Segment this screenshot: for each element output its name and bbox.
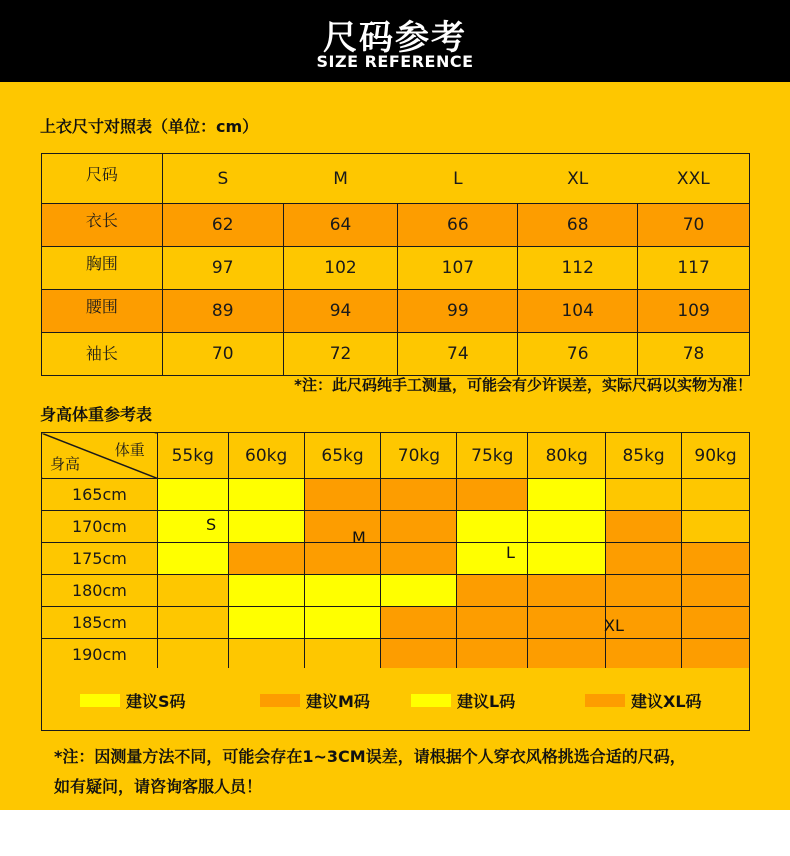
grid-cell: [682, 607, 750, 639]
table-cell: 76: [518, 333, 638, 376]
grid-cell: [682, 575, 750, 607]
grid-cell: [457, 511, 528, 543]
legend-swatch-orange: [260, 694, 300, 707]
grid-cell: [381, 607, 457, 639]
size-header-label: 尺码: [42, 154, 163, 204]
legend-item-m: [260, 690, 370, 710]
grid-cell: [528, 479, 606, 511]
corner-height-label: 身高: [50, 455, 81, 473]
grid-cell: [381, 543, 457, 575]
grid-cell: [528, 639, 606, 671]
table-row: [42, 247, 750, 290]
weight-col: 75kg: [457, 433, 528, 479]
table-cell: 74: [398, 333, 518, 376]
legend-item-s: [80, 690, 186, 710]
table-row: [42, 479, 750, 511]
legend-item-xl: [585, 690, 702, 710]
grid-cell: [157, 479, 228, 511]
footer-note: [54, 742, 764, 802]
grid-cell: [157, 543, 228, 575]
legend-label: 建议S码: [126, 691, 186, 711]
weight-header-row: [42, 433, 750, 479]
grid-cell: [157, 511, 228, 543]
size-table-title: 上衣尺寸对照表（单位：cm）: [40, 117, 259, 136]
legend-swatch-yellow: [411, 694, 451, 707]
weight-col: 90kg: [682, 433, 750, 479]
table-cell: 72: [283, 333, 398, 376]
table-row: [42, 511, 750, 543]
grid-cell: [682, 639, 750, 671]
grid-cell: [228, 543, 304, 575]
weight-col: 85kg: [606, 433, 682, 479]
grid-cell: [528, 543, 606, 575]
table-cell: 78: [638, 333, 750, 376]
size-table-note: *注：此尺码纯手工测量，可能会有少许误差，实际尺码以实物为准！: [294, 376, 752, 394]
grid-cell: [304, 607, 381, 639]
top-banner: [0, 0, 790, 82]
table-cell: 94: [283, 290, 398, 333]
table-cell: 104: [518, 290, 638, 333]
table-row: [42, 639, 750, 671]
height-label: 180cm: [42, 575, 158, 607]
grid-cell: [157, 639, 228, 671]
grid-cell: [381, 511, 457, 543]
zone-label-l: L: [506, 543, 515, 562]
weight-col: 65kg: [304, 433, 381, 479]
grid-cell: [381, 639, 457, 671]
size-col-s: S: [162, 154, 283, 204]
grid-cell: [682, 479, 750, 511]
table-cell: 117: [638, 247, 750, 290]
grid-cell: [228, 639, 304, 671]
table-row: [42, 290, 750, 333]
grid-cell: [606, 479, 682, 511]
table-cell: 112: [518, 247, 638, 290]
grid-cell: [381, 479, 457, 511]
footer-note-line1: *注：因测量方法不同，可能会存在1~3CM误差，请根据个人穿衣风格挑选合适的尺码，: [54, 747, 686, 766]
table-row: [42, 204, 750, 247]
grid-cell: [606, 575, 682, 607]
height-label: 190cm: [42, 639, 158, 671]
grid-cell: [228, 479, 304, 511]
legend-swatch-yellow: [80, 694, 120, 707]
grid-cell: [304, 543, 381, 575]
size-header-row: [42, 154, 750, 204]
grid-cell: [682, 543, 750, 575]
weight-col: 60kg: [228, 433, 304, 479]
table-cell: 70: [162, 333, 283, 376]
legend-label: 建议XL码: [631, 691, 702, 711]
weight-col: 70kg: [381, 433, 457, 479]
grid-cell: [381, 575, 457, 607]
grid-cell: [606, 511, 682, 543]
grid-cell: [157, 575, 228, 607]
size-table: [41, 153, 750, 376]
grid-cell: [606, 639, 682, 671]
size-col-l: L: [398, 154, 518, 204]
legend: [41, 668, 750, 731]
table-cell: 68: [518, 204, 638, 247]
grid-cell: [682, 511, 750, 543]
zone-label-xl: XL: [604, 616, 624, 635]
corner-cell: [42, 433, 158, 479]
grid-cell: [457, 607, 528, 639]
height-label: 175cm: [42, 543, 158, 575]
grid-cell: [304, 479, 381, 511]
legend-label: 建议M码: [306, 691, 370, 711]
weight-table: [41, 432, 750, 671]
legend-item-l: [411, 690, 515, 710]
height-label: 185cm: [42, 607, 158, 639]
banner-subtitle: SIZE REFERENCE: [316, 52, 474, 71]
size-col-xxl: XXL: [638, 154, 750, 204]
size-col-xl: XL: [518, 154, 638, 204]
grid-cell: [304, 511, 381, 543]
table-row: [42, 607, 750, 639]
grid-cell: [228, 607, 304, 639]
table-cell: 64: [283, 204, 398, 247]
grid-cell: [228, 511, 304, 543]
table-cell: 66: [398, 204, 518, 247]
table-cell: 107: [398, 247, 518, 290]
grid-cell: [528, 511, 606, 543]
grid-cell: [228, 575, 304, 607]
table-cell: 97: [162, 247, 283, 290]
grid-cell: [606, 543, 682, 575]
height-label: 170cm: [42, 511, 158, 543]
grid-cell: [528, 575, 606, 607]
banner-title: 尺码参考: [323, 18, 467, 58]
table-cell: 102: [283, 247, 398, 290]
table-cell: 99: [398, 290, 518, 333]
zone-label-s: S: [206, 515, 217, 534]
grid-cell: [457, 639, 528, 671]
grid-cell: [457, 543, 528, 575]
row-label: 袖长: [42, 333, 163, 376]
grid-cell: [157, 607, 228, 639]
legend-label: 建议L码: [457, 691, 516, 711]
grid-cell: [457, 479, 528, 511]
table-cell: 70: [638, 204, 750, 247]
weight-table-title: 身高体重参考表: [40, 405, 153, 424]
table-cell: 62: [162, 204, 283, 247]
table-row: [42, 543, 750, 575]
table-cell: 109: [638, 290, 750, 333]
legend-swatch-orange: [585, 694, 625, 707]
grid-cell: [304, 575, 381, 607]
row-label: 衣长: [42, 204, 163, 247]
zone-label-m: M: [352, 528, 366, 547]
size-col-m: M: [283, 154, 398, 204]
footer-note-line2: 如有疑问，请咨询客服人员！: [54, 777, 263, 796]
table-row: [42, 333, 750, 376]
grid-cell: [457, 575, 528, 607]
row-label: 腰围: [42, 290, 163, 333]
grid-cell: [304, 639, 381, 671]
row-label: 胸围: [42, 247, 163, 290]
weight-col: 80kg: [528, 433, 606, 479]
table-row: [42, 575, 750, 607]
weight-col: 55kg: [157, 433, 228, 479]
grid-cell: [528, 607, 606, 639]
height-label: 165cm: [42, 479, 158, 511]
table-cell: 89: [162, 290, 283, 333]
corner-weight-label: 体重: [114, 441, 145, 459]
